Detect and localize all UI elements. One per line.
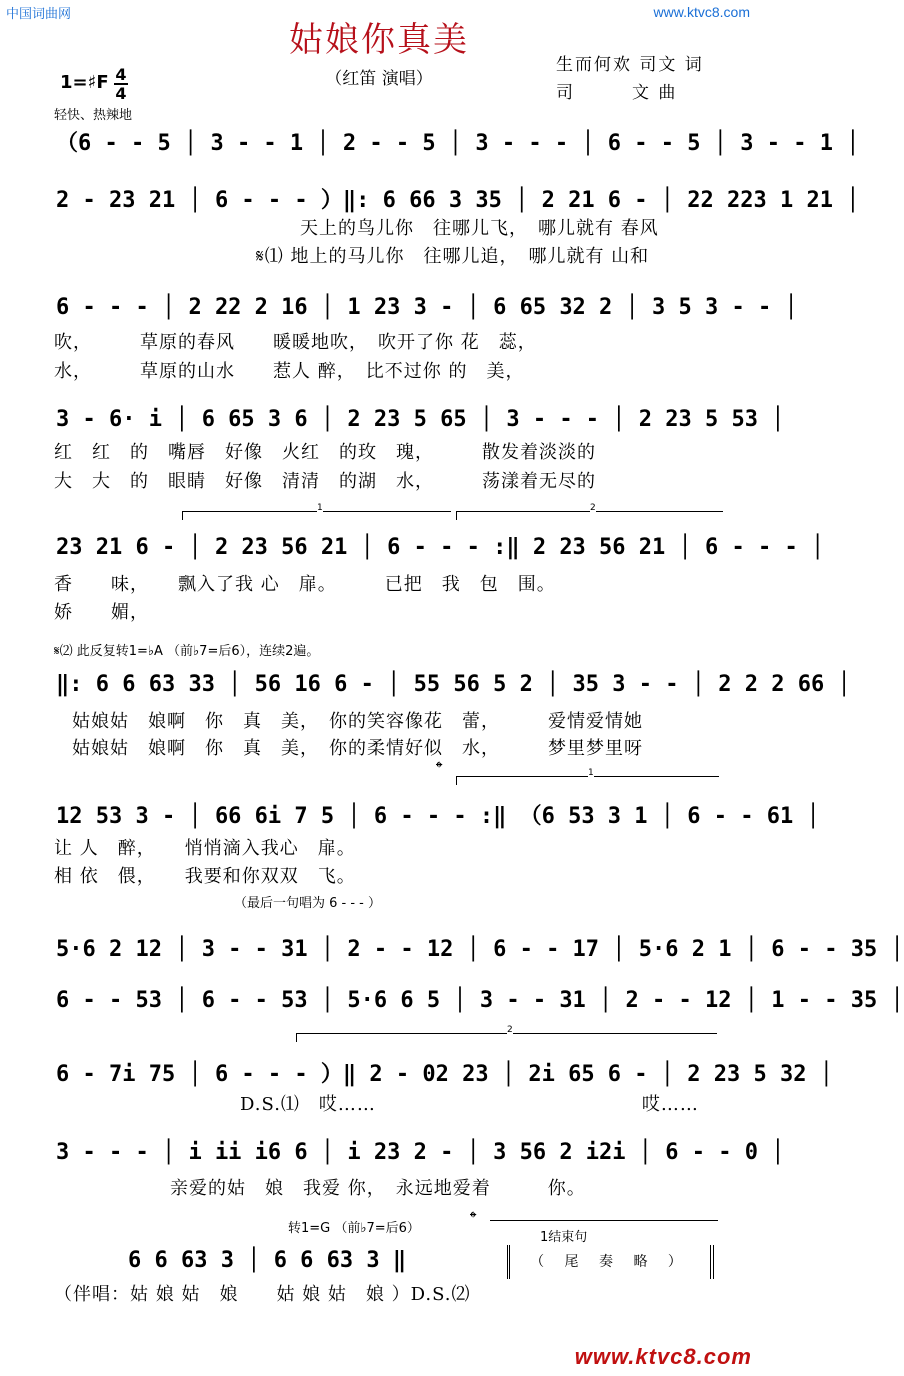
lyric-line-6a: 姑娘姑 娘啊 你 真 美， 你的笑容像花 蕾， 爱情爱情她 — [72, 711, 643, 732]
ending-bracket — [490, 1220, 718, 1229]
song-title: 姑娘你真美 — [289, 20, 469, 60]
lyric-line-10: D.S.⑴ 哎…… 哎…… — [240, 1094, 699, 1115]
staff-line-12: 6 6 63 3 │ 6 6 63 3 ‖ — [128, 1248, 407, 1273]
staff-line-8: 5·6 2 12 │ 3 - - 31 │ 2 - - 12 │ 6 - - 17 │ 5·6 2 1 │ 6 - - 35 │ — [56, 937, 904, 962]
staff-line-6: ‖: 6 6 63 33 │ 56 16 6 - │ 55 56 5 2 │ 35 3 - - │ 2 2 2 66 │ — [56, 672, 851, 697]
tempo-marking: 轻快、热辣地 — [54, 108, 133, 123]
key-change-instruction: 转1=G （前♭7=后6） — [288, 1221, 420, 1236]
staff-line-7: 12 53 3 - │ 66 6i 7 5 │ 6 - - - :‖ （6 53 3 1 │ 6 - - 61 │ — [56, 804, 820, 829]
staff-line-5: 23 21 6 - │ 2 23 56 21 │ 6 - - - :‖ 2 23 56 21 │ 6 - - - │ — [56, 535, 825, 560]
lyric-line-12: （伴唱：姑 娘 姑 娘 姑 娘 姑 娘 ）D.S.⑵ — [54, 1284, 471, 1305]
lyric-line-3b: 水， 草原的山水 惹人 醉， 比不过你 的 美， — [54, 361, 525, 382]
staff-line-2: 2 - 23 21 │ 6 - - - ）‖: 6 66 3 35 │ 2 21 6 - │ 22 223 1 21 │ — [56, 188, 860, 213]
staff-line-4: 3 - 6· i │ 6 65 3 6 │ 2 23 5 65 │ 3 - - - │ 2 23 5 53 │ — [56, 407, 785, 432]
lyric-line-2b: 𝄋⑴ 地上的马儿你 往哪儿追， 哪儿就有 山和 — [256, 246, 650, 267]
volta-2-bracket — [456, 503, 723, 520]
lyricist-credit: 生而何欢 司文 词 — [556, 55, 704, 75]
watermark-top-left: 中国词曲网 — [6, 7, 72, 22]
volta-2-label: 2 — [590, 503, 596, 513]
staff-line-1: （6 - - 5 │ 3 - - 1 │ 2 - - 5 │ 3 - - - │ 6 - - 5 │ 3 - - 1 │ — [56, 131, 860, 156]
lyric-line-4b: 大 大 的 眼睛 好像 清清 的湖 水， 荡漾着无尽的 — [54, 471, 596, 492]
ending-label: 1结束句 — [540, 1226, 587, 1245]
coda-sign-ending: 𝄌 — [470, 1208, 477, 1229]
lyric-line-6b: 姑娘姑 娘啊 你 真 美， 你的柔情好似 水， 梦里梦里呀 — [72, 738, 643, 759]
volta-1-bracket-b — [456, 768, 719, 785]
staff-line-11: 3 - - - │ i ii i6 6 │ i 23 2 - │ 3 56 2 i2i │ 6 - - 0 │ — [56, 1140, 785, 1165]
final-line-note: （最后一句唱为 6 - - - ） — [234, 896, 382, 911]
lyric-line-7a: 让 人 醉， 悄悄滴入我心 扉。 — [54, 838, 356, 859]
watermark-top-right: www.ktvc8.com — [653, 4, 750, 20]
volta-1-label: 1 — [317, 503, 323, 513]
time-sig-top: 4 — [115, 65, 127, 84]
time-sig-bottom: 4 — [115, 84, 127, 103]
lyric-line-7b: 相 依 偎， 我要和你双双 飞。 — [54, 866, 356, 887]
watermark-bottom-right: www.ktvc8.com — [574, 1344, 752, 1369]
composer-credit: 司 文 曲 — [556, 83, 678, 103]
lyric-line-3a: 吹， 草原的春风 暖暖地吹， 吹开了你 花 蕊， — [54, 332, 537, 353]
lyric-line-11: 亲爱的姑 娘 我爱 你， 永远地爱着 你。 — [170, 1178, 586, 1199]
staff-line-9: 6 - - 53 │ 6 - - 53 │ 5·6 6 5 │ 3 - - 31 │ 2 - - 12 │ 1 - - 35 │ — [56, 988, 904, 1013]
lyric-line-2a: 天上的鸟儿你 往哪儿飞， 哪儿就有 春风 — [300, 218, 659, 239]
lyric-line-5a: 香 味， 飘入了我 心 扉。 已把 我 包 围。 — [54, 574, 556, 595]
time-signature — [114, 67, 128, 101]
volta-1-label-b: 1 — [588, 768, 594, 778]
lyric-line-4a: 红 红 的 嘴唇 好像 火红 的玫 瑰， 散发着淡淡的 — [54, 442, 596, 463]
key-signature: 1=♯F — [60, 72, 109, 93]
lyric-line-5b: 娇 媚， — [54, 602, 149, 623]
staff-line-3: 6 - - - │ 2 22 2 16 │ 1 23 3 - │ 6 65 32 2 │ 3 5 3 - - │ — [56, 295, 798, 320]
staff-line-10: 6 - 7i 75 │ 6 - - - ）‖ 2 - 02 23 │ 2i 65 6 - │ 2 23 5 32 │ — [56, 1062, 833, 1087]
outro-omitted-box: （ 尾 奏 略 ） — [507, 1245, 714, 1279]
volta-1-bracket — [182, 503, 451, 520]
repeat-instruction: 𝄋⑵ 此反复转1=♭A （前♭7=后6），连续2遍。 — [54, 644, 320, 659]
performer: （红笛 演唱） — [325, 69, 433, 89]
volta-2-bracket-b — [296, 1025, 717, 1042]
volta-2-label-b: 2 — [507, 1025, 513, 1035]
coda-sign: 𝄌 — [436, 758, 443, 779]
